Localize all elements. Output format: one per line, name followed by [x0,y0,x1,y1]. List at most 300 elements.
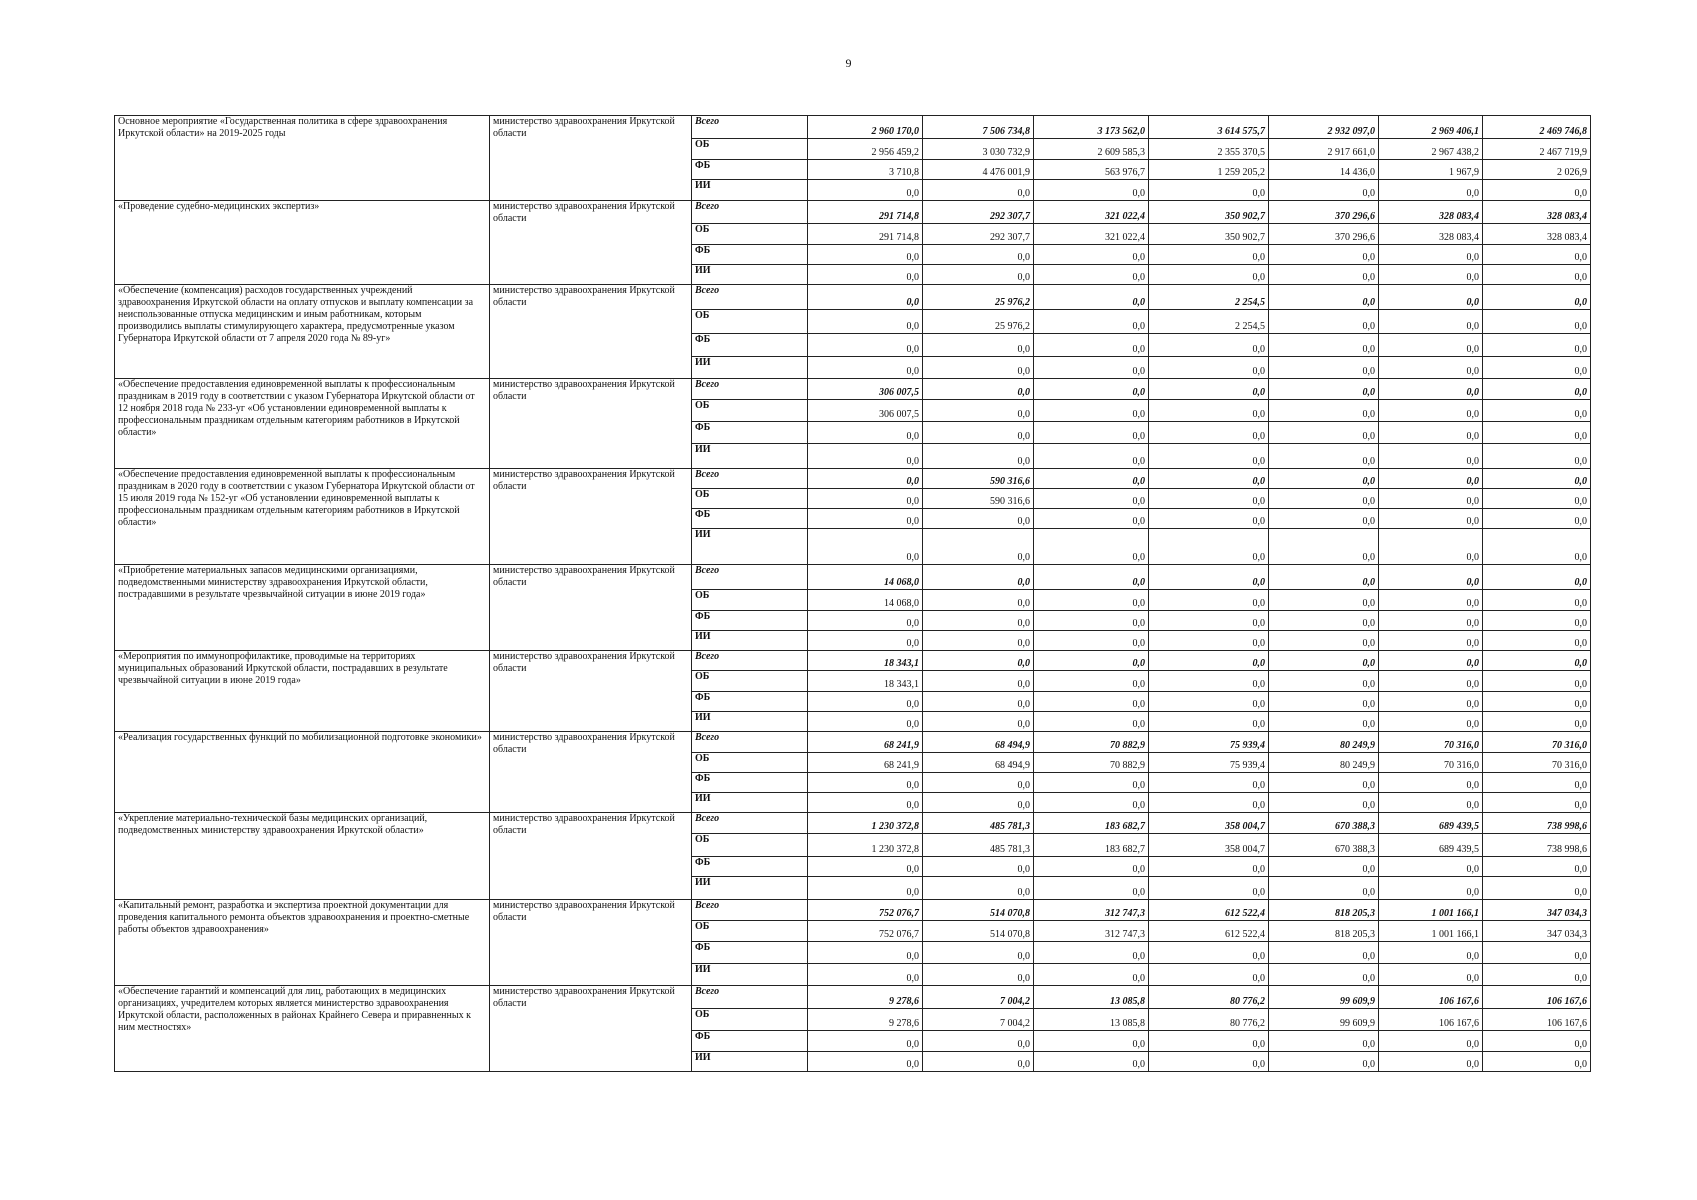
amount-cell: 0,0 [1269,379,1379,400]
amount-cell: 0,0 [1149,422,1269,444]
amount-cell: 0,0 [1379,422,1483,444]
amount-cell: 0,0 [808,334,923,357]
amount-cell: 0,0 [1379,877,1483,900]
amount-cell: 0,0 [1149,942,1269,964]
amount-cell: 0,0 [1269,285,1379,310]
amount-cell: 2 467 719,9 [1483,139,1591,160]
amount-cell: 485 781,3 [923,813,1034,834]
amount-cell: 752 076,7 [808,900,923,921]
amount-cell: 0,0 [923,692,1034,712]
amount-cell: 0,0 [808,444,923,469]
amount-cell: 0,0 [1269,265,1379,285]
amount-cell: 80 776,2 [1149,986,1269,1009]
responsible-org-cell: министерство здравоохранения Иркутской области [490,201,692,285]
amount-cell: 0,0 [1034,357,1149,379]
amount-cell: 0,0 [1379,611,1483,631]
amount-cell: 0,0 [1483,877,1591,900]
amount-cell: 738 998,6 [1483,834,1591,857]
amount-cell: 0,0 [1034,489,1149,509]
amount-cell: 0,0 [1269,357,1379,379]
amount-cell: 18 343,1 [808,651,923,671]
amount-cell: 0,0 [1149,692,1269,712]
amount-cell: 350 902,7 [1149,224,1269,245]
amount-cell: 0,0 [923,651,1034,671]
amount-cell: 0,0 [923,180,1034,201]
amount-cell: 2 355 370,5 [1149,139,1269,160]
amount-cell: 0,0 [1034,964,1149,986]
amount-cell: 1 230 372,8 [808,834,923,857]
amount-cell: 0,0 [1034,565,1149,590]
responsible-org-cell: министерство здравоохранения Иркутской области [490,379,692,469]
amount-cell: 0,0 [1379,773,1483,793]
table-row-total [115,116,1591,139]
amount-cell: 0,0 [923,379,1034,400]
amount-cell: 2 967 438,2 [1379,139,1483,160]
amount-cell: 75 939,4 [1149,753,1269,773]
amount-cell: 70 316,0 [1483,732,1591,753]
funding-source-cell: Всего [692,469,808,489]
amount-cell: 291 714,8 [808,201,923,224]
amount-cell: 0,0 [808,180,923,201]
funding-source-cell: ИИ [692,877,808,900]
amount-cell: 0,0 [1034,265,1149,285]
amount-cell: 0,0 [1269,793,1379,813]
amount-cell: 0,0 [1483,400,1591,422]
amount-cell: 818 205,3 [1269,900,1379,921]
amount-cell: 0,0 [1034,590,1149,611]
funding-source-cell: Всего [692,116,808,139]
amount-cell: 106 167,6 [1483,1009,1591,1031]
amount-cell: 0,0 [1379,565,1483,590]
amount-cell: 0,0 [808,285,923,310]
amount-cell: 0,0 [808,793,923,813]
activity-name-cell: «Укрепление материально-технической базы медицинских организаций, подведомственных министерству здравоохранения Иркутской области» [115,813,490,900]
amount-cell: 7 506 734,8 [923,116,1034,139]
table-row-total [115,900,1591,921]
amount-cell: 7 004,2 [923,986,1034,1009]
funding-source-cell: ФБ [692,773,808,793]
amount-cell: 0,0 [923,877,1034,900]
funding-source-cell: ФБ [692,334,808,357]
amount-cell: 99 609,9 [1269,1009,1379,1031]
amount-cell: 0,0 [1269,651,1379,671]
amount-cell: 312 747,3 [1034,921,1149,942]
table-row-total [115,379,1591,400]
amount-cell: 306 007,5 [808,400,923,422]
table-row-total [115,651,1591,671]
amount-cell: 0,0 [1149,590,1269,611]
amount-cell: 0,0 [1149,671,1269,692]
amount-cell: 0,0 [808,631,923,651]
amount-cell: 2 254,5 [1149,285,1269,310]
amount-cell: 0,0 [1149,265,1269,285]
amount-cell: 0,0 [1483,334,1591,357]
amount-cell: 0,0 [1149,1031,1269,1052]
responsible-org-cell: министерство здравоохранения Иркутской области [490,732,692,813]
activity-name-cell: «Обеспечение (компенсация) расходов государственных учреждений здравоохранения Иркутской области на оплату отпусков и выплату компенсации за неиспользованные отпуска медицинским и иным работникам, которым производились выплаты стимулирующего характера, предусмотренные указом Губернатора Иркутской области от 7 апреля 2020 года № 89-уг» [115,285,490,379]
amount-cell: 2 932 097,0 [1269,116,1379,139]
amount-cell: 291 714,8 [808,224,923,245]
amount-cell: 0,0 [1269,692,1379,712]
amount-cell: 0,0 [1034,422,1149,444]
amount-cell: 183 682,7 [1034,834,1149,857]
amount-cell: 0,0 [808,357,923,379]
amount-cell: 612 522,4 [1149,921,1269,942]
amount-cell: 0,0 [1034,334,1149,357]
amount-cell: 9 278,6 [808,1009,923,1031]
amount-cell: 350 902,7 [1149,201,1269,224]
amount-cell: 0,0 [1149,509,1269,529]
amount-cell: 0,0 [1149,444,1269,469]
amount-cell: 0,0 [1034,611,1149,631]
amount-cell: 0,0 [1149,857,1269,877]
amount-cell: 0,0 [923,773,1034,793]
amount-cell: 0,0 [1034,651,1149,671]
amount-cell: 670 388,3 [1269,834,1379,857]
amount-cell: 514 070,8 [923,900,1034,921]
amount-cell: 0,0 [1379,180,1483,201]
amount-cell: 13 085,8 [1034,1009,1149,1031]
amount-cell: 0,0 [1379,444,1483,469]
amount-cell: 0,0 [1034,692,1149,712]
amount-cell: 0,0 [1379,692,1483,712]
amount-cell: 106 167,6 [1379,986,1483,1009]
amount-cell: 18 343,1 [808,671,923,692]
amount-cell: 0,0 [1149,180,1269,201]
table-row-total [115,732,1591,753]
amount-cell: 0,0 [1034,310,1149,334]
budget-table [114,115,1591,1072]
funding-source-cell: ОБ [692,224,808,245]
amount-cell: 0,0 [1483,379,1591,400]
amount-cell: 0,0 [1034,180,1149,201]
amount-cell: 0,0 [1483,265,1591,285]
amount-cell: 99 609,9 [1269,986,1379,1009]
amount-cell: 0,0 [1269,631,1379,651]
amount-cell: 0,0 [1483,180,1591,201]
amount-cell: 0,0 [1269,529,1379,565]
amount-cell: 0,0 [1149,1052,1269,1072]
amount-cell: 25 976,2 [923,310,1034,334]
amount-cell: 0,0 [1269,469,1379,489]
funding-source-cell: ФБ [692,1031,808,1052]
funding-source-cell: ОБ [692,921,808,942]
amount-cell: 0,0 [1483,357,1591,379]
amount-cell: 0,0 [923,942,1034,964]
amount-cell: 2 469 746,8 [1483,116,1591,139]
funding-source-cell: ИИ [692,712,808,732]
amount-cell: 4 476 001,9 [923,160,1034,180]
amount-cell: 0,0 [1483,310,1591,334]
amount-cell: 14 436,0 [1269,160,1379,180]
funding-source-cell: ФБ [692,509,808,529]
amount-cell: 0,0 [1034,285,1149,310]
amount-cell: 0,0 [923,265,1034,285]
amount-cell: 0,0 [808,712,923,732]
amount-cell: 0,0 [1483,509,1591,529]
amount-cell: 0,0 [808,265,923,285]
amount-cell: 0,0 [1483,857,1591,877]
amount-cell: 1 230 372,8 [808,813,923,834]
page-number: 9 [845,56,852,70]
amount-cell: 0,0 [808,773,923,793]
amount-cell: 0,0 [1483,942,1591,964]
amount-cell: 14 068,0 [808,565,923,590]
funding-source-cell: Всего [692,379,808,400]
funding-source-cell: ИИ [692,265,808,285]
amount-cell: 106 167,6 [1483,986,1591,1009]
amount-cell: 0,0 [1149,773,1269,793]
amount-cell: 106 167,6 [1379,1009,1483,1031]
amount-cell: 0,0 [1379,1031,1483,1052]
amount-cell: 358 004,7 [1149,834,1269,857]
amount-cell: 0,0 [1483,651,1591,671]
amount-cell: 2 609 585,3 [1034,139,1149,160]
amount-cell: 0,0 [1269,671,1379,692]
amount-cell: 0,0 [808,692,923,712]
amount-cell: 0,0 [1379,1052,1483,1072]
amount-cell: 752 076,7 [808,921,923,942]
activity-name-cell: «Реализация государственных функций по мобилизационной подготовке экономики» [115,732,490,813]
amount-cell: 689 439,5 [1379,813,1483,834]
activity-name-cell: «Обеспечение предоставления единовременной выплаты к профессиональным праздникам в 2020 году в соответствии с указом Губернатора Иркутской области от 15 июля 2019 года № 152-уг «Об установлении единовременной выплаты к профессиональным праздникам отдельным категориям работников в Иркутской области» [115,469,490,565]
amount-cell: 0,0 [1269,509,1379,529]
amount-cell: 0,0 [1034,1052,1149,1072]
amount-cell: 1 259 205,2 [1149,160,1269,180]
activity-name-cell: «Капитальный ремонт, разработка и экспертиза проектной документации для проведения капитального ремонта объектов здравоохранения и проектно-сметные работы объектов здравоохранения» [115,900,490,986]
amount-cell: 0,0 [1149,245,1269,265]
responsible-org-cell: министерство здравоохранения Иркутской области [490,986,692,1072]
funding-source-cell: Всего [692,651,808,671]
amount-cell: 80 776,2 [1149,1009,1269,1031]
table-row-total [115,813,1591,834]
amount-cell: 0,0 [1034,529,1149,565]
amount-cell: 0,0 [1483,1052,1591,1072]
amount-cell: 0,0 [1379,400,1483,422]
funding-source-cell: ИИ [692,631,808,651]
amount-cell: 0,0 [808,310,923,334]
funding-source-cell: ИИ [692,1052,808,1072]
funding-source-cell: ФБ [692,611,808,631]
amount-cell: 0,0 [1149,357,1269,379]
amount-cell: 689 439,5 [1379,834,1483,857]
amount-cell: 738 998,6 [1483,813,1591,834]
amount-cell: 68 494,9 [923,732,1034,753]
amount-cell: 370 296,6 [1269,201,1379,224]
amount-cell: 0,0 [1149,565,1269,590]
amount-cell: 0,0 [1034,857,1149,877]
amount-cell: 3 030 732,9 [923,139,1034,160]
funding-source-cell: ФБ [692,692,808,712]
amount-cell: 0,0 [1149,400,1269,422]
amount-cell: 0,0 [808,877,923,900]
table-row-total [115,469,1591,489]
amount-cell: 818 205,3 [1269,921,1379,942]
amount-cell: 0,0 [923,712,1034,732]
amount-cell: 0,0 [1269,590,1379,611]
funding-source-cell: ОБ [692,310,808,334]
amount-cell: 0,0 [1269,712,1379,732]
amount-cell: 0,0 [1379,310,1483,334]
amount-cell: 70 882,9 [1034,753,1149,773]
amount-cell: 0,0 [1269,942,1379,964]
amount-cell: 0,0 [1379,671,1483,692]
amount-cell: 0,0 [923,444,1034,469]
amount-cell: 0,0 [1269,773,1379,793]
funding-source-cell: Всего [692,986,808,1009]
responsible-org-cell: министерство здравоохранения Иркутской области [490,900,692,986]
amount-cell: 0,0 [923,509,1034,529]
amount-cell: 0,0 [1379,631,1483,651]
amount-cell: 0,0 [1149,877,1269,900]
amount-cell: 0,0 [1483,489,1591,509]
amount-cell: 0,0 [1379,245,1483,265]
amount-cell: 70 316,0 [1483,753,1591,773]
amount-cell: 0,0 [1269,334,1379,357]
amount-cell: 2 960 170,0 [808,116,923,139]
funding-source-cell: ФБ [692,245,808,265]
amount-cell: 292 307,7 [923,201,1034,224]
funding-source-cell: ИИ [692,964,808,986]
amount-cell: 0,0 [1483,590,1591,611]
amount-cell: 514 070,8 [923,921,1034,942]
activity-name-cell: «Обеспечение предоставления единовременной выплаты к профессиональным праздникам в 2019 году в соответствии с указом Губернатора Иркутской области от 12 ноября 2018 года № 233-уг «Об установлении единовременной выплаты к профессиональным праздникам отдельным категориям работников в Иркутской области» [115,379,490,469]
funding-source-cell: ОБ [692,753,808,773]
funding-source-cell: Всего [692,565,808,590]
amount-cell: 0,0 [1269,877,1379,900]
amount-cell: 0,0 [1379,793,1483,813]
amount-cell: 0,0 [1034,379,1149,400]
amount-cell: 0,0 [1483,964,1591,986]
funding-source-cell: ФБ [692,857,808,877]
amount-cell: 590 316,6 [923,469,1034,489]
amount-cell: 0,0 [1149,469,1269,489]
amount-cell: 0,0 [1483,469,1591,489]
amount-cell: 0,0 [1379,285,1483,310]
amount-cell: 0,0 [1034,400,1149,422]
amount-cell: 0,0 [808,509,923,529]
amount-cell: 0,0 [1269,422,1379,444]
amount-cell: 0,0 [1149,611,1269,631]
amount-cell: 2 956 459,2 [808,139,923,160]
amount-cell: 292 307,7 [923,224,1034,245]
amount-cell: 0,0 [923,1052,1034,1072]
responsible-org-cell: министерство здравоохранения Иркутской области [490,651,692,732]
table-body [115,116,1591,1072]
amount-cell: 0,0 [1379,590,1483,611]
amount-cell: 0,0 [923,590,1034,611]
amount-cell: 0,0 [1379,265,1483,285]
amount-cell: 0,0 [1269,857,1379,877]
funding-source-cell: Всего [692,732,808,753]
amount-cell: 321 022,4 [1034,201,1149,224]
table-row-total [115,565,1591,590]
amount-cell: 0,0 [1034,877,1149,900]
amount-cell: 0,0 [1269,489,1379,509]
amount-cell: 0,0 [1483,565,1591,590]
amount-cell: 1 967,9 [1379,160,1483,180]
amount-cell: 0,0 [1483,773,1591,793]
amount-cell: 0,0 [1379,379,1483,400]
funding-source-cell: ОБ [692,590,808,611]
amount-cell: 0,0 [1379,489,1483,509]
amount-cell: 0,0 [1483,285,1591,310]
amount-cell: 0,0 [1269,611,1379,631]
amount-cell: 3 710,8 [808,160,923,180]
funding-source-cell: ОБ [692,489,808,509]
amount-cell: 0,0 [1483,611,1591,631]
amount-cell: 0,0 [1379,712,1483,732]
funding-source-cell: ИИ [692,793,808,813]
amount-cell: 370 296,6 [1269,224,1379,245]
amount-cell: 563 976,7 [1034,160,1149,180]
amount-cell: 0,0 [1483,712,1591,732]
amount-cell: 0,0 [1269,1031,1379,1052]
amount-cell: 0,0 [1269,444,1379,469]
amount-cell: 0,0 [1269,180,1379,201]
amount-cell: 0,0 [1034,671,1149,692]
funding-source-cell: Всего [692,285,808,310]
amount-cell: 0,0 [1034,509,1149,529]
amount-cell: 3 614 575,7 [1149,116,1269,139]
amount-cell: 0,0 [1034,1031,1149,1052]
amount-cell: 0,0 [923,357,1034,379]
amount-cell: 9 278,6 [808,986,923,1009]
amount-cell: 80 249,9 [1269,753,1379,773]
responsible-org-cell: министерство здравоохранения Иркутской области [490,469,692,565]
amount-cell: 68 241,9 [808,732,923,753]
table-row-total [115,285,1591,310]
amount-cell: 0,0 [923,422,1034,444]
funding-source-cell: ОБ [692,139,808,160]
amount-cell: 0,0 [808,1031,923,1052]
amount-cell: 0,0 [923,334,1034,357]
responsible-org-cell: министерство здравоохранения Иркутской области [490,813,692,900]
amount-cell: 0,0 [808,489,923,509]
amount-cell: 0,0 [923,565,1034,590]
amount-cell: 0,0 [1379,651,1483,671]
activity-name-cell: Основное мероприятие «Государственная политика в сфере здравоохранения Иркутской области» на 2019-2025 годы [115,116,490,201]
amount-cell: 0,0 [1483,444,1591,469]
amount-cell: 328 083,4 [1379,201,1483,224]
amount-cell: 0,0 [923,400,1034,422]
activity-name-cell: «Проведение судебно-медицинских экспертиз» [115,201,490,285]
amount-cell: 75 939,4 [1149,732,1269,753]
amount-cell: 2 917 661,0 [1269,139,1379,160]
amount-cell: 0,0 [1149,712,1269,732]
amount-cell: 0,0 [1379,334,1483,357]
funding-source-cell: ИИ [692,444,808,469]
amount-cell: 1 001 166,1 [1379,900,1483,921]
amount-cell: 0,0 [1379,529,1483,565]
amount-cell: 0,0 [1149,631,1269,651]
amount-cell: 328 083,4 [1379,224,1483,245]
amount-cell: 321 022,4 [1034,224,1149,245]
funding-source-cell: ФБ [692,160,808,180]
responsible-org-cell: министерство здравоохранения Иркутской области [490,565,692,651]
amount-cell: 0,0 [808,942,923,964]
amount-cell: 0,0 [1149,529,1269,565]
amount-cell: 0,0 [808,964,923,986]
amount-cell: 0,0 [808,611,923,631]
responsible-org-cell: министерство здравоохранения Иркутской области [490,116,692,201]
amount-cell: 347 034,3 [1483,921,1591,942]
funding-source-cell: Всего [692,813,808,834]
amount-cell: 347 034,3 [1483,900,1591,921]
amount-cell: 0,0 [1149,964,1269,986]
amount-cell: 2 026,9 [1483,160,1591,180]
amount-cell: 0,0 [1379,469,1483,489]
